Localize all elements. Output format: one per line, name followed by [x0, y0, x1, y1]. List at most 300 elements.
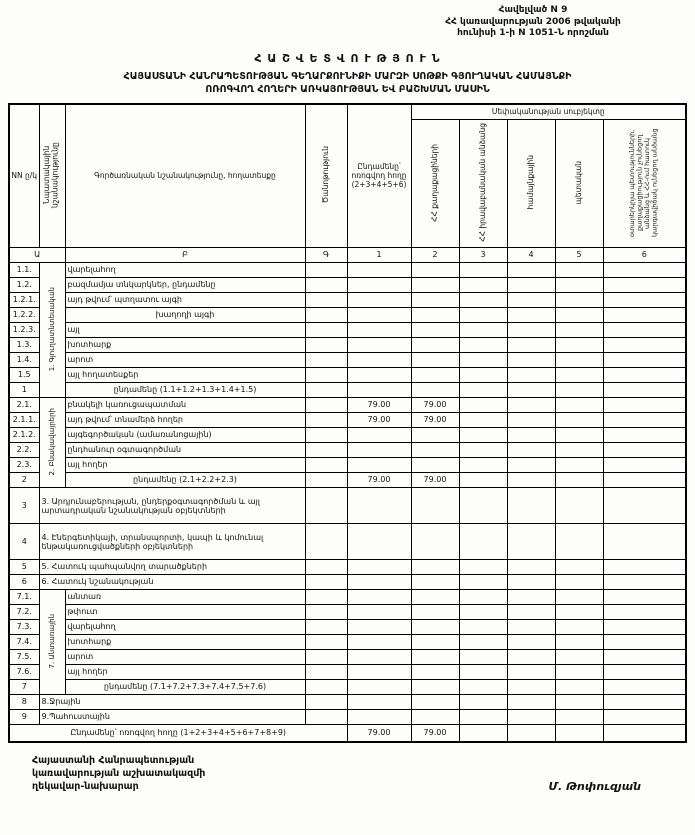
- row-number-cell: 4: [9, 524, 39, 560]
- value-cell: [411, 353, 459, 368]
- value-cell: [411, 590, 459, 605]
- col-header-legal-entities: ՀՀ իրավաբանական անձանց: [459, 120, 507, 248]
- value-cell: [555, 473, 603, 488]
- col-header-total: Ընդամենը՝ ոռոգվող հողը (2+3+4+5+6): [347, 104, 411, 248]
- row-number-cell: 1.2.2.: [9, 308, 39, 323]
- note-cell: [305, 710, 347, 725]
- table-row: [9, 620, 686, 635]
- description-cell: ընդամենը (1.1+1.2+1.3+1.4+1.5): [65, 383, 305, 398]
- value-cell: [459, 383, 507, 398]
- description-cell: արոտ: [65, 650, 305, 665]
- value-cell: [555, 428, 603, 443]
- value-cell: [507, 443, 555, 458]
- value-cell: [603, 680, 686, 695]
- value-cell: [347, 665, 411, 680]
- value-cell: [411, 293, 459, 308]
- value-cell: [603, 263, 686, 278]
- description-cell: ընդամենը (7.1+7.2+7.3+7.4+7.5+7.6): [65, 680, 305, 695]
- value-cell: [555, 413, 603, 428]
- value-cell: [555, 650, 603, 665]
- value-cell: [459, 575, 507, 590]
- value-cell: [459, 413, 507, 428]
- value-cell: [459, 710, 507, 725]
- value-cell: [507, 458, 555, 473]
- value-cell: [603, 695, 686, 710]
- header-row-top: [9, 104, 686, 120]
- value-cell: [507, 488, 555, 524]
- row-number-cell: 2.1.1.: [9, 413, 39, 428]
- note-cell: [305, 458, 347, 473]
- value-cell: [411, 605, 459, 620]
- value-cell: [347, 443, 411, 458]
- value-cell: [603, 293, 686, 308]
- table-row: [9, 458, 686, 473]
- letters-row: [9, 248, 686, 263]
- row-number-cell: 3: [9, 488, 39, 524]
- note-cell: [305, 620, 347, 635]
- value-cell: [347, 488, 411, 524]
- value-cell: [411, 443, 459, 458]
- value-cell: [459, 368, 507, 383]
- description-cell: խոտհարք: [65, 635, 305, 650]
- value-cell: [507, 413, 555, 428]
- description-cell: արոտ: [65, 353, 305, 368]
- row-number-cell: 1.2.1.: [9, 293, 39, 308]
- value-cell: [507, 524, 555, 560]
- row-number-cell: 2.2.: [9, 443, 39, 458]
- note-cell: [305, 680, 347, 695]
- value-cell: [603, 398, 686, 413]
- value-cell: [603, 710, 686, 725]
- note-cell: [305, 338, 347, 353]
- value-cell: [507, 695, 555, 710]
- table-row: [9, 635, 686, 650]
- value-cell: [603, 524, 686, 560]
- value-cell: [555, 605, 603, 620]
- official-title-block: [8, 755, 205, 793]
- document-subtitle-2: ՈՌՈԳՎՈՂ ՀՈՂԵՐԻ ԱՌԿԱՅՈՒԹՅԱՆ ԵՎ ԲԱՇԽՄԱՆ ՄԱՍԻՆ: [205, 83, 490, 95]
- value-cell: [411, 458, 459, 473]
- note-cell: [305, 263, 347, 278]
- value-cell: [555, 620, 603, 635]
- description-cell: 8.Ջրային: [39, 695, 305, 710]
- value-cell: [507, 605, 555, 620]
- table-row: [9, 368, 686, 383]
- footer: [8, 755, 687, 793]
- official-title-line: ղեկավար-նախարար: [32, 780, 139, 792]
- table-row: [9, 293, 686, 308]
- note-cell: [305, 524, 347, 560]
- value-cell: [347, 428, 411, 443]
- letter-cell: Գ: [305, 248, 347, 263]
- description-cell: խոտհարք: [65, 338, 305, 353]
- col-header-description: Գործառնական նշանակությունը, հողատեսքը: [65, 104, 305, 248]
- note-cell: [305, 695, 347, 710]
- appendix-line: ՀՀ կառավարության 2006 թվականի: [445, 16, 621, 27]
- value-cell: [555, 590, 603, 605]
- description-cell: ընդհանուր օգտագործման: [65, 443, 305, 458]
- value-cell: [555, 524, 603, 560]
- value-cell: [507, 428, 555, 443]
- description-cell: խաղողի այգի: [65, 308, 305, 323]
- col-header-state: պետական: [555, 120, 603, 248]
- value-cell: [411, 695, 459, 710]
- value-cell: [603, 368, 686, 383]
- value-cell: [507, 308, 555, 323]
- value-cell: [555, 575, 603, 590]
- value-cell: [555, 710, 603, 725]
- value-cell: [347, 605, 411, 620]
- value-cell: 79.00: [347, 473, 411, 488]
- note-cell: [305, 278, 347, 293]
- table-row: [9, 428, 686, 443]
- row-number-cell: 2.1.2.: [9, 428, 39, 443]
- row-number-cell: 7.4.: [9, 635, 39, 650]
- value-cell: [411, 383, 459, 398]
- table-row: [9, 398, 686, 413]
- description-cell: այլ հողեր: [65, 665, 305, 680]
- table-row: [9, 605, 686, 620]
- table-row: [9, 680, 686, 695]
- table-row: [9, 665, 686, 680]
- value-cell: [507, 278, 555, 293]
- row-number-cell: 1: [9, 383, 39, 398]
- value-cell: [555, 338, 603, 353]
- value-cell: [555, 323, 603, 338]
- value-cell: [411, 620, 459, 635]
- value-cell: [459, 323, 507, 338]
- value-cell: [459, 524, 507, 560]
- table-row: [9, 338, 686, 353]
- value-cell: 79.00: [411, 398, 459, 413]
- value-cell: [507, 368, 555, 383]
- row-number-cell: 7.1.: [9, 590, 39, 605]
- value-cell: [411, 323, 459, 338]
- row-number-cell: 2: [9, 473, 39, 488]
- table-row: [9, 695, 686, 710]
- value-cell: [459, 605, 507, 620]
- value-cell: [459, 278, 507, 293]
- letter-cell: 6: [603, 248, 686, 263]
- note-cell: [305, 323, 347, 338]
- value-cell: [411, 710, 459, 725]
- value-cell: 79.00: [347, 398, 411, 413]
- value-cell: [603, 428, 686, 443]
- value-cell: [347, 635, 411, 650]
- note-cell: [305, 368, 347, 383]
- value-cell: [411, 524, 459, 560]
- value-cell: [603, 665, 686, 680]
- description-cell: թփուտ: [65, 605, 305, 620]
- value-cell: [507, 398, 555, 413]
- value-cell: [411, 263, 459, 278]
- note-cell: [305, 413, 347, 428]
- description-cell: այդ թվում՝ պտղատու այգի: [65, 293, 305, 308]
- value-cell: [603, 635, 686, 650]
- value-cell: [603, 650, 686, 665]
- value-cell: [603, 605, 686, 620]
- note-cell: [305, 353, 347, 368]
- note-cell: [305, 443, 347, 458]
- table-row: [9, 575, 686, 590]
- row-number-cell: 1.2.3.: [9, 323, 39, 338]
- value-cell: [411, 278, 459, 293]
- value-cell: [555, 725, 603, 742]
- value-cell: 79.00: [411, 473, 459, 488]
- value-cell: [555, 293, 603, 308]
- note-cell: [305, 488, 347, 524]
- value-cell: [507, 650, 555, 665]
- row-number-cell: 1.2.: [9, 278, 39, 293]
- description-cell: անտառ: [65, 590, 305, 605]
- row-number-cell: 8: [9, 695, 39, 710]
- value-cell: [347, 323, 411, 338]
- value-cell: [411, 575, 459, 590]
- value-cell: [603, 353, 686, 368]
- note-cell: [305, 383, 347, 398]
- col-header-note: Ծանոթություն: [305, 104, 347, 248]
- table-row: [9, 710, 686, 725]
- description-cell: վարելահող: [65, 263, 305, 278]
- value-cell: [555, 443, 603, 458]
- value-cell: 79.00: [411, 725, 459, 742]
- table-row: [9, 353, 686, 368]
- group-label-agricultural: 1. Գյուղատնտեսական: [39, 263, 65, 398]
- value-cell: [347, 383, 411, 398]
- document-title: Հ Ա Շ Վ Ե Տ Վ Ո Ւ Թ Յ Ո Ւ Ն: [254, 52, 441, 66]
- value-cell: [347, 338, 411, 353]
- row-number-cell: 5: [9, 560, 39, 575]
- note-cell: [305, 650, 347, 665]
- note-cell: [305, 473, 347, 488]
- note-cell: [305, 605, 347, 620]
- value-cell: [555, 680, 603, 695]
- value-cell: [459, 338, 507, 353]
- value-cell: [507, 383, 555, 398]
- value-cell: [347, 368, 411, 383]
- value-cell: [347, 263, 411, 278]
- value-cell: [459, 695, 507, 710]
- value-cell: [603, 323, 686, 338]
- value-cell: [459, 560, 507, 575]
- letter-cell: 3: [459, 248, 507, 263]
- value-cell: [459, 473, 507, 488]
- value-cell: [347, 353, 411, 368]
- value-cell: [411, 428, 459, 443]
- value-cell: [459, 293, 507, 308]
- value-cell: [555, 308, 603, 323]
- value-cell: [603, 590, 686, 605]
- value-cell: [347, 650, 411, 665]
- value-cell: [347, 524, 411, 560]
- value-cell: [347, 620, 411, 635]
- value-cell: [459, 263, 507, 278]
- table-row: [9, 278, 686, 293]
- note-cell: [305, 428, 347, 443]
- value-cell: [459, 428, 507, 443]
- description-cell: այլ հողատեսքեր: [65, 368, 305, 383]
- value-cell: [507, 710, 555, 725]
- value-cell: [459, 398, 507, 413]
- value-cell: [411, 680, 459, 695]
- table-row: [9, 323, 686, 338]
- description-cell: վարելահող: [65, 620, 305, 635]
- row-number-cell: 1.5: [9, 368, 39, 383]
- value-cell: [603, 278, 686, 293]
- description-cell: բազմամյա տնկարկներ, ընդամենը: [65, 278, 305, 293]
- value-cell: 79.00: [347, 413, 411, 428]
- table-row: [9, 560, 686, 575]
- value-cell: [507, 293, 555, 308]
- value-cell: [603, 575, 686, 590]
- note-cell: [305, 398, 347, 413]
- value-cell: [603, 488, 686, 524]
- table-row: [9, 413, 686, 428]
- letter-cell: Բ: [65, 248, 305, 263]
- value-cell: [603, 725, 686, 742]
- letter-cell: 2: [411, 248, 459, 263]
- value-cell: [507, 263, 555, 278]
- value-cell: [507, 680, 555, 695]
- row-number-cell: 7.6.: [9, 665, 39, 680]
- value-cell: [411, 338, 459, 353]
- value-cell: 79.00: [347, 725, 411, 742]
- row-number-cell: 9: [9, 710, 39, 725]
- table-row: [9, 524, 686, 560]
- value-cell: [347, 458, 411, 473]
- row-number-cell: 1.4.: [9, 353, 39, 368]
- value-cell: [603, 338, 686, 353]
- value-cell: [459, 620, 507, 635]
- group-label-forest: 7. Անտառային: [39, 590, 65, 695]
- description-cell: 3. Արդյունաբերության, ընդերքօգտագործման և այլ արտադրական նշանակության օբյեկտների: [39, 488, 305, 524]
- value-cell: [411, 308, 459, 323]
- table-row: [9, 263, 686, 278]
- note-cell: [305, 635, 347, 650]
- value-cell: [555, 278, 603, 293]
- col-header-foreign: օտարերկրյա պետությունների, քաղաքացիություն չունեցող անձանց և ՀՀ-ում հատուկ կարգավիճակ ունեցող անձանց: [603, 120, 686, 248]
- row-number-cell: 1.1.: [9, 263, 39, 278]
- row-number-cell: 2.3.: [9, 458, 39, 473]
- value-cell: [555, 560, 603, 575]
- value-cell: [603, 560, 686, 575]
- value-cell: [555, 635, 603, 650]
- value-cell: 79.00: [411, 413, 459, 428]
- value-cell: [347, 575, 411, 590]
- row-number-cell: 7.2.: [9, 605, 39, 620]
- value-cell: [555, 458, 603, 473]
- value-cell: [507, 725, 555, 742]
- value-cell: [347, 278, 411, 293]
- value-cell: [459, 488, 507, 524]
- value-cell: [411, 650, 459, 665]
- value-cell: [555, 488, 603, 524]
- value-cell: [555, 383, 603, 398]
- value-cell: [555, 695, 603, 710]
- value-cell: [603, 383, 686, 398]
- value-cell: [603, 413, 686, 428]
- value-cell: [555, 398, 603, 413]
- official-title-line: Հայաստանի Հանրապետության: [32, 754, 195, 766]
- description-cell: այդ թվում՝ տնամերձ հողեր: [65, 413, 305, 428]
- value-cell: [459, 725, 507, 742]
- value-cell: [459, 680, 507, 695]
- grand-total-label: Ընդամենը՝ ոռոգվող հողը (1+2+3+4+5+6+7+8+9): [9, 725, 347, 742]
- value-cell: [347, 710, 411, 725]
- value-cell: [347, 590, 411, 605]
- description-cell: 4. Էներգետիկայի, տրանսպորտի, կապի և կոմունալ ենթակառուցվածքների օբյեկտների: [39, 524, 305, 560]
- letter-cell: 5: [555, 248, 603, 263]
- value-cell: [507, 665, 555, 680]
- value-cell: [507, 635, 555, 650]
- description-cell: բնակելի կառուցապատման: [65, 398, 305, 413]
- row-number-cell: 6: [9, 575, 39, 590]
- value-cell: [603, 473, 686, 488]
- description-cell: այգեգործական (ամառանոցային): [65, 428, 305, 443]
- table-row: [9, 488, 686, 524]
- table-row: [9, 383, 686, 398]
- value-cell: [411, 560, 459, 575]
- letter-cell: 4: [507, 248, 555, 263]
- table-row: [9, 590, 686, 605]
- note-cell: [305, 665, 347, 680]
- report-table: [8, 103, 687, 743]
- description-cell: 6. Հատուկ նշանակության: [39, 575, 305, 590]
- note-cell: [305, 293, 347, 308]
- value-cell: [459, 308, 507, 323]
- value-cell: [507, 473, 555, 488]
- table-row: [9, 473, 686, 488]
- value-cell: [555, 368, 603, 383]
- value-cell: [603, 308, 686, 323]
- value-cell: [603, 443, 686, 458]
- description-cell: 5. Հատուկ պահպանվող տարածքների: [39, 560, 305, 575]
- value-cell: [507, 323, 555, 338]
- value-cell: [347, 560, 411, 575]
- value-cell: [347, 695, 411, 710]
- value-cell: [507, 575, 555, 590]
- appendix-line: Հավելված N 9: [498, 5, 568, 15]
- description-cell: 9.Պահուստային: [39, 710, 305, 725]
- table-row: [9, 650, 686, 665]
- table-row: [9, 308, 686, 323]
- letter-cell: 1: [347, 248, 411, 263]
- value-cell: [507, 560, 555, 575]
- row-number-cell: 7: [9, 680, 39, 695]
- col-header-purpose: Նպատակային նշանակությունը: [39, 104, 65, 248]
- corner-header: NN ը/կ: [9, 104, 39, 248]
- value-cell: [411, 665, 459, 680]
- row-number-cell: 1.3.: [9, 338, 39, 353]
- value-cell: [507, 353, 555, 368]
- row-number-cell: 7.5.: [9, 650, 39, 665]
- grand-total-row: [9, 725, 686, 742]
- official-title-line: կառավարության աշխատակազմի: [32, 767, 206, 779]
- col-header-citizens: ՀՀ քաղաքացիների: [411, 120, 459, 248]
- value-cell: [459, 590, 507, 605]
- description-cell: այլ հողեր: [65, 458, 305, 473]
- note-cell: [305, 575, 347, 590]
- appendix-block: [383, 5, 683, 40]
- value-cell: [603, 620, 686, 635]
- document-subtitle: ՀԱՅԱՍՏԱՆԻ ՀԱՆՐԱՊԵՏՈՒԹՅԱՆ ԳԵՂԱՐՔՈՒՆԻՔԻ ՄԱՐԶԻ ՍՈԹՔԻ ԳՅՈՒՂԱԿԱՆ ՀԱՄԱՅՆՔԻ: [123, 71, 572, 83]
- value-cell: [459, 650, 507, 665]
- value-cell: [411, 368, 459, 383]
- value-cell: [411, 488, 459, 524]
- value-cell: [603, 458, 686, 473]
- ownership-header: Սեփականության սուբյեկտը: [411, 104, 686, 120]
- note-cell: [305, 590, 347, 605]
